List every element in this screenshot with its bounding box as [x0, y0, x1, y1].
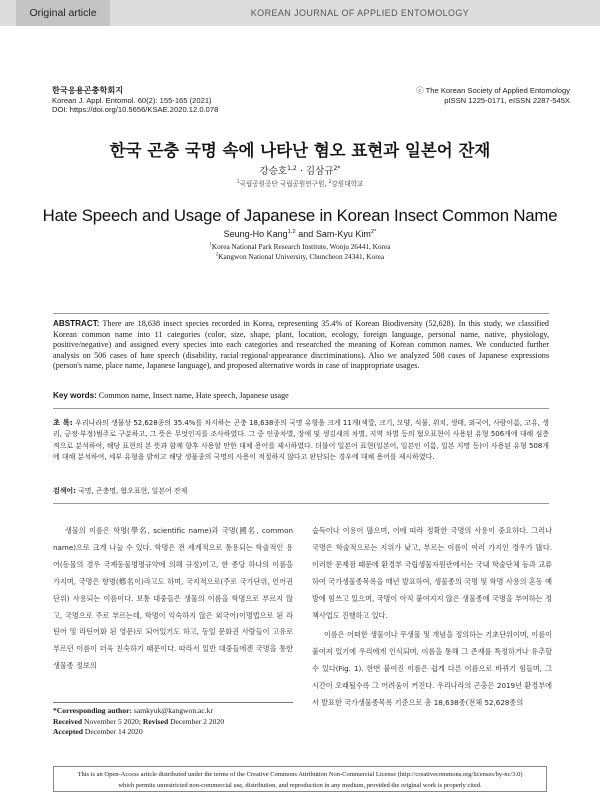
keywords-korean-text: 국명, 곤충명, 혐오표현, 일본어 잔재 [75, 487, 188, 495]
citation-block [52, 86, 352, 115]
author-name: 강승호 [259, 166, 288, 177]
corresponding-email[interactable]: samkyuk@kangwon.ac.kr [131, 706, 213, 715]
affiliation: 강원대학교 [331, 180, 364, 188]
corresponding-author [53, 706, 293, 717]
author-affiliation-mark: 1,2 [287, 229, 296, 235]
keywords-english [53, 391, 549, 400]
keywords-korean [53, 485, 549, 495]
journal-header-bar [0, 0, 600, 26]
body-paragraph: 생물의 이름은 학명(學名, scientific name)과 국명(國名, common name)으로 크게 나눌 수 있다. 학명은 전 세계적으로 통용되는 학술적인 용어(동물의 경우 국제동물명명규약에 의해 규정)이고, 한 종당 하나의 이름을 가지며, 국명은 향명(鄕名이)라고도 하며, 국지적으로(주로 국가단위, 언어권 단위) 사용되는 이름이다. 보통 대중들은 생물의 이름을 학명으로 부르지 않고, 국명으로 주로 부르는데, 학명이 익숙하지 않은 외국어(이명법으로 된 라틴어 및 라틴어화 된 영문)로 되어있기도 하고, 동일 문화권 사람들이 고유로 부르던 이름이 더욱 친숙하기 때문이다. 따라서 일반 대중들에겐 국명을 통한 생물종 정보의 [53, 526, 293, 671]
journal-name: KOREAN JOURNAL OF APPLIED ENTOMOLOGY [250, 8, 470, 18]
affiliations-korean [40, 178, 560, 188]
author-name: Seung-Ho Kang [223, 229, 288, 239]
copyright-notice: ⓒ The Korean Society of Applied Entomology [416, 86, 570, 95]
accepted-date-line [53, 727, 293, 738]
keywords-label: Key words: [53, 391, 97, 400]
license-box [53, 766, 547, 792]
issn: pISSN 1225-0171, eISSN 2287-545X [444, 95, 570, 105]
accepted-label: Accepted [53, 727, 83, 737]
author-name: Sam-Kyu Kim [315, 229, 371, 239]
title-english: Hate Speech and Usage of Japanese in Korean Insect Common Name [42, 206, 558, 225]
received-revised-dates [53, 717, 293, 728]
affiliation-mark: 1 [209, 242, 212, 248]
abstract-english [53, 319, 549, 372]
article-type-label: Original article [16, 0, 110, 26]
title-korean: 한국 곤충 국명 속에 나타난 혐오 표현과 일본어 잔재 [109, 141, 491, 160]
revised-date: December 2 2020 [168, 716, 225, 726]
body-column-left [53, 523, 293, 675]
corresponding-label: *Corresponding author: [53, 706, 132, 715]
correspondence-block [53, 706, 293, 738]
affiliation-line [40, 252, 560, 262]
footnote-divider [53, 702, 293, 703]
license-text: which permits unrestricted non-commercial use, distribution, and reproduction in any medium, provided the original work is properly cited. [118, 782, 482, 789]
affiliation-mark: 2 [215, 252, 219, 258]
affiliation-mark: 2 [328, 179, 332, 185]
divider [53, 313, 549, 314]
divider [53, 408, 549, 409]
author-name: 김삼규 [305, 166, 334, 177]
accepted-date: December 14 2020 [82, 727, 143, 737]
citation: Korean J. Appl. Entomol. 60(2): 155-165 (2021) [52, 95, 212, 105]
body-paragraph: 이름은 어떠한 생물이나 무생물 및 개념을 정의하는 기초단위이며, 이름이 붙여져 있기에 우리에게 인식되며, 이름을 통해 그 존재를 특정하거나 유추할 수 있다(Fig. 1). 한번 붙여진 이름은 쉽게 다른 이름으로 바뀌기 힘들며, 그 시간이 오래될수록 그 어려움이 커진다. 우리나라의 곤충은 2019년 환경부에서 발표한 국가생물종목록 기준으로 총 18,638종(전체 52,628종의 [312, 630, 552, 708]
journal-name-korean: 한국응용곤충학회지 [52, 86, 124, 95]
affiliations-english [40, 242, 560, 262]
abstract-korean-label: 초 록: [53, 418, 73, 427]
received-label: Received [53, 716, 83, 726]
author-affiliation-mark: 2* [370, 229, 377, 235]
doi-link[interactable]: DOI: https://doi.org/10.5656/KSAE.2020.12.0.078 [52, 105, 219, 114]
body-paragraph: 습득이나 이용이 많으며, 이에 따라 정확한 국명의 사용이 중요하다. 그러나 국명은 학술적으로는 지위가 낮고, 부르는 이름이 여러 가지인 경우가 많다. 이러한 문제점 때문에 환경부 국립생물자원관에서는 국내 학술단체 등과 교류하여 국가생물종목록을 매년 발표하여, 생물종의 국명 및 학명 사용의 혼동 예방에 힘쓰고 있으며, 국명이 아직 붙여지지 않은 생물종에 국명을 부여하는 정책사업도 진행하고 있다. [312, 526, 552, 620]
abstract-korean-text: 우리나라의 생물상 52,628종의 35.4%를 차지하는 곤충 18,638종의 국명 유형을 크게 11개(색깔, 크기, 모양, 식물, 위치, 생태, 외국어, 사람이름, 고유, 생리, 긍정·부정)범주로 구분하고, 그 뜻은 무엇인지를 조사하였다. 그 중 인종차별, 장애 및 생김새의 차별, 지역 차별 등의 혐오표현이 사용된 유형 506개에 대해 심층적으로 분석하여, 해당 표현의 본 뜻과 함께 향후 사용할 만한 대체 용어를 제시하였다. 더불어 일본어 표현(일본어, 일본인 이름, 일본 지명 등)이 사용된 유형 508개에 대해 분석하여, 세부 유형을 밝히고 해당 생물종의 국명의 사용이 적절하지 않다고 판단되는 경우에 대체 용어를 제시하였다. [53, 419, 549, 461]
keywords-korean-label: 검색어: [53, 487, 76, 495]
abstract-label: ABSTRACT: [53, 319, 100, 328]
society-block [370, 86, 570, 105]
license-text: This is an Open-Access article distributed under the terms of the Creative Commons Attribution Non-Commercial License (http://creativecommons.org/licenses/by-nc/3.0) [77, 771, 523, 778]
abstract-text: There are 18,638 insect species recorded in Korea, representing 35.4% of Korean Biodiversity (52,628). In this study, we classified Korean common name into 11 categories (color, size, shape, plant, location, ecology, foreign language, personal name, native, physiology, positive/negative) and assigned every species into each categories and researched the meaning of Korean common names. We conducted further analysis on 506 cases of hate speech (disability, racial·regional·appearance discriminations). Also we analyzed 508 cases of Japanese expressions (person's name, place name, Japanese language), and proposed alternative words in case of inappropriate usages. [53, 319, 549, 371]
abstract-korean [53, 417, 549, 463]
author-separator: · [296, 166, 306, 177]
affiliation: Kangwon National University, Chuncheon 24341, Korea [218, 251, 385, 261]
affiliation: Korea National Park Research Institute, Wonju 26441, Korea [211, 242, 391, 251]
body-column-right [312, 523, 552, 712]
divider [53, 503, 549, 504]
author-affiliation-mark: 2* [333, 164, 341, 172]
affiliation-mark: 1 [236, 179, 240, 185]
authors-korean [40, 163, 560, 177]
keywords-text: Common name, Insect name, Hate speech, Japanese usage [96, 391, 289, 400]
author-affiliation-mark: 1,2 [287, 164, 297, 172]
affiliation-line [40, 242, 560, 252]
authors-english [40, 229, 560, 239]
affiliation: 국립공원공단 국립공원연구원, [239, 180, 329, 188]
received-date: November 5 2020; [82, 716, 143, 726]
author-conjunction: and [295, 229, 316, 239]
revised-label: Revised [142, 716, 169, 726]
